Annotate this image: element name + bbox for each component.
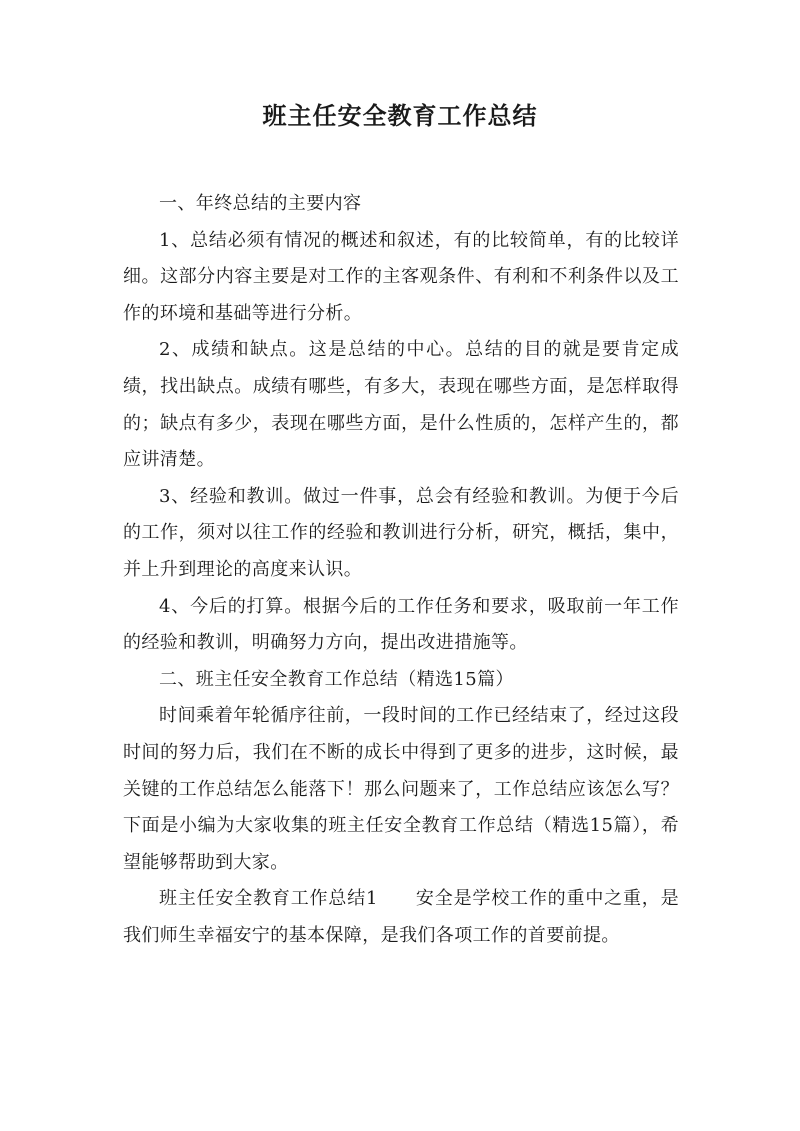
paragraph-3: 3、经验和教训。做过一件事，总会有经验和教训。为便于今后的工作，须对以往工作的经验和教训进行分析，研究，概括，集中，并上升到理论的高度来认识。 [123, 485, 679, 580]
paragraph-4: 4、今后的打算。根据今后的工作任务和要求，吸取前一年工作的经验和教训，明确努力方向，提出改进措施等。 [123, 595, 679, 654]
paragraph-2: 2、成绩和缺点。这是总结的中心。总结的目的就是要肯定成绩，找出缺点。成绩有哪些，有多大，表现在哪些方面，是怎样取得的；缺点有多少，表现在哪些方面，是什么性质的，怎样产生的，都应讲清楚。 [123, 339, 679, 471]
paragraph-1: 1、总结必须有情况的概述和叙述，有的比较简单，有的比较详细。这部分内容主要是对工作的主客观条件、有利和不利条件以及工作的环境和基础等进行分析。 [123, 229, 679, 324]
paragraph-5: 时间乘着年轮循序往前，一段时间的工作已经结束了，经过这段时间的努力后，我们在不断的成长中得到了更多的进步，这时候，最关键的工作总结怎么能落下！那么问题来了，工作总结应该怎么写？下面是小编为大家收集的班主任安全教育工作总结（精选15篇），希望能够帮助到大家。 [123, 705, 679, 873]
paragraph-6: 班主任安全教育工作总结1 安全是学校工作的重中之重，是我们师生幸福安宁的基本保障，是我们各项工作的首要前提。 [123, 888, 679, 946]
section-heading-1: 一、年终总结的主要内容 [159, 193, 362, 214]
document-title: 班主任安全教育工作总结 [262, 102, 538, 130]
document-body [123, 186, 679, 954]
section-heading-2: 二、班主任安全教育工作总结（精选15篇） [159, 668, 514, 690]
